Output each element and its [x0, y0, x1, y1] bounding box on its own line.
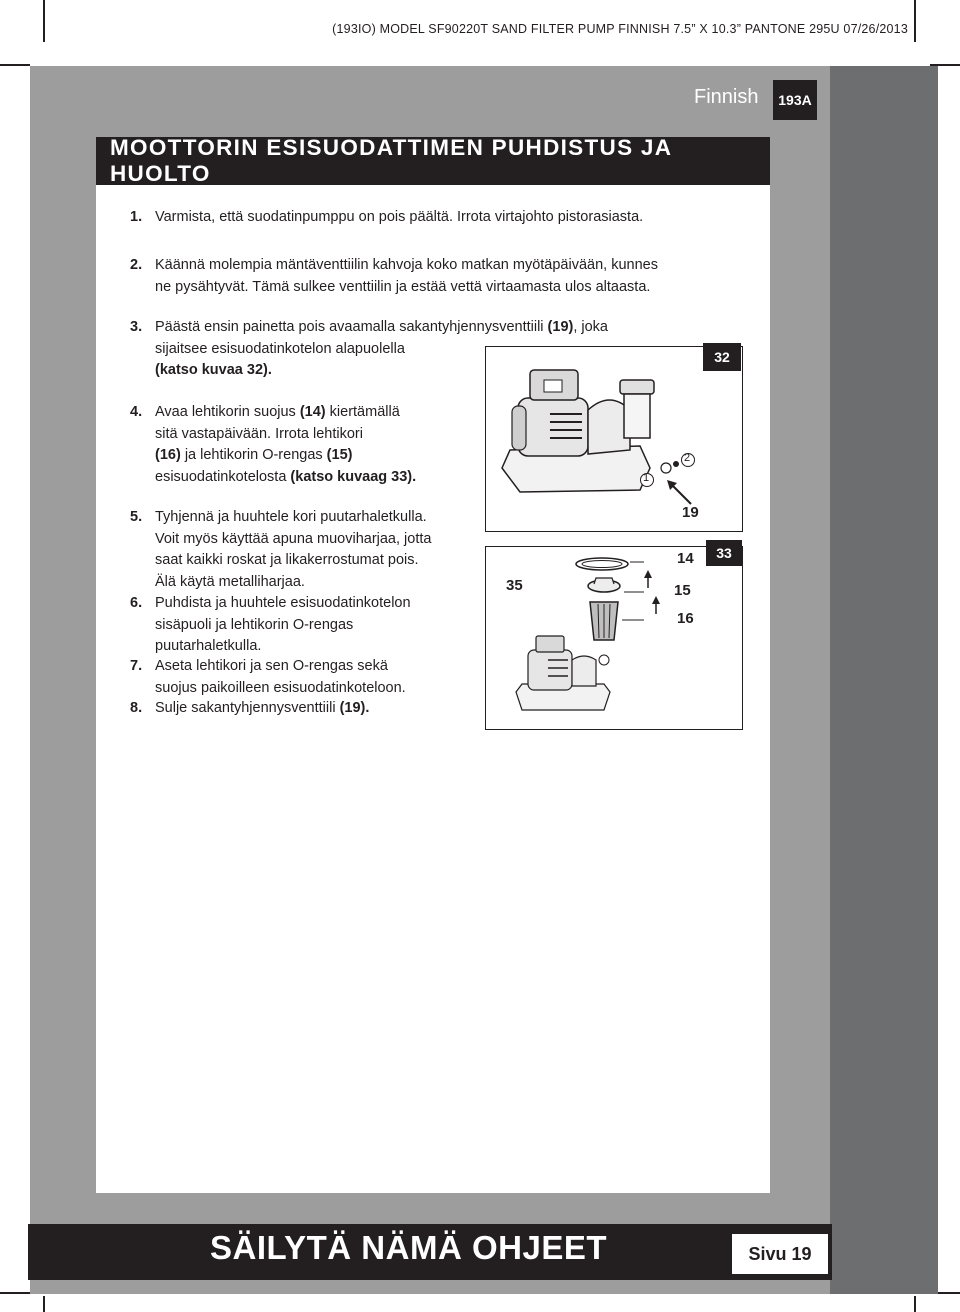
step-text-line: Käännä molempia mäntäventtiilin kahvoja koko matkan myötäpäivään, kunnes	[155, 257, 658, 273]
step-text-line: Älä käytä metalliharjaa.	[155, 573, 305, 590]
part-label-16: 16	[677, 610, 694, 627]
figure-ref: (katso kuvaa 32).	[155, 362, 272, 378]
step-7	[130, 656, 470, 699]
inset-label-35: 35	[506, 577, 523, 594]
crop-mark-top-right-v	[914, 0, 916, 42]
step-text-line: Tyhjennä ja huuhtele kori puutarhaletkulla.	[155, 509, 427, 525]
step-text-line: Puhdista ja huuhtele esisuodatinkotelon	[155, 595, 411, 611]
crop-mark-top-left-h	[0, 64, 30, 66]
step-6	[130, 593, 470, 658]
step-text-line: puutarhaletkulla.	[155, 638, 262, 654]
step-text: Sulje sakantyhjennysventtiili	[155, 700, 340, 716]
step-text-line	[130, 698, 470, 720]
step-number: 8.	[130, 700, 143, 716]
step-number: 3.	[130, 319, 143, 335]
step-text: Päästä ensin painetta pois avaamalla sakantyhjennysventtiili	[155, 319, 548, 335]
step-2	[130, 255, 750, 298]
step-text-line: Aseta lehtikori ja sen O-rengas sekä	[155, 658, 388, 674]
part-ref: (16)	[155, 447, 181, 463]
step-1	[130, 207, 750, 229]
crop-mark-bottom-left-v	[43, 1296, 45, 1312]
step-text-line	[130, 445, 470, 467]
step-text-line: sijaitsee esisuodatinkotelon alapuolella	[155, 340, 405, 357]
crop-mark-top-left-v	[43, 0, 45, 42]
page-number: Sivu 19	[732, 1234, 828, 1274]
step-text: Varmista, että suodatinpumppu on pois päältä. Irrota virtajohto pistorasiasta.	[155, 209, 644, 225]
step-number: 5.	[130, 509, 143, 525]
callout-2: 2	[684, 452, 691, 464]
step-number: 7.	[130, 658, 143, 674]
step-text-line: ne pysähtyvät. Tämä sulkee venttiilin ja estää vettä virtaamasta ulos altaasta.	[155, 278, 651, 295]
step-5	[130, 507, 470, 593]
part-label-15: 15	[674, 582, 691, 599]
step-number: 4.	[130, 404, 143, 420]
step-text: esisuodatinkotelosta	[155, 468, 291, 485]
print-header: (193IO) MODEL SF90220T SAND FILTER PUMP FINNISH 7.5” X 10.3” PANTONE 295U 07/26/2013	[332, 22, 908, 36]
step-text: kiertämällä	[325, 404, 400, 420]
part-ref: (14)	[299, 404, 326, 420]
step-text-line: saat kaikki roskat ja likakerrostumat pois.	[155, 552, 419, 568]
crop-mark-bottom-left-h	[0, 1292, 30, 1294]
step-text-line: sitä vastapäivään. Irrota lehtikori	[155, 425, 363, 442]
step-number: 1.	[130, 209, 143, 225]
figure-33-number: 33	[706, 540, 742, 566]
part-ref: (15)	[326, 447, 353, 463]
section-title-text: MOOTTORIN ESISUODATTIMEN PUHDISTUS JA HUOLTO	[110, 135, 672, 186]
step-number: 6.	[130, 595, 143, 611]
pump-small-illustration	[508, 630, 618, 720]
model-tab: 193A	[773, 80, 817, 120]
part-ref: (19)	[547, 319, 574, 335]
step-8	[130, 698, 470, 720]
step-text: Avaa lehtikorin suojus	[155, 404, 300, 420]
step-number: 2.	[130, 257, 143, 273]
part-label-19: 19	[682, 504, 699, 521]
step-text-line	[130, 317, 750, 339]
step-text-line	[130, 467, 470, 489]
step-text: , joka	[573, 319, 609, 335]
language-label: Finnish	[694, 86, 759, 108]
crop-mark-bottom-right-v	[914, 1296, 916, 1312]
step-text-line: sisäpuoli ja lehtikorin O-rengas	[155, 616, 354, 633]
step-text-line	[130, 402, 470, 424]
side-stripe	[830, 66, 938, 1294]
step-text-line: suojus paikoilleen esisuodatinkoteloon.	[155, 679, 406, 696]
callout-1: 1	[643, 472, 650, 484]
figure-32-number: 32	[703, 343, 741, 371]
step-text: ja lehtikorin O-rengas	[180, 447, 327, 463]
section-title	[96, 137, 770, 185]
step-4	[130, 402, 470, 488]
step-text-line: Voit myös käyttää apuna muoviharjaa, jotta	[155, 530, 432, 547]
part-ref: (19).	[339, 700, 370, 716]
part-label-14: 14	[677, 550, 694, 567]
footer-title: SÄILYTÄ NÄMÄ OHJEET	[210, 1229, 607, 1266]
figure-ref: (katso kuvaag 33).	[290, 468, 417, 485]
